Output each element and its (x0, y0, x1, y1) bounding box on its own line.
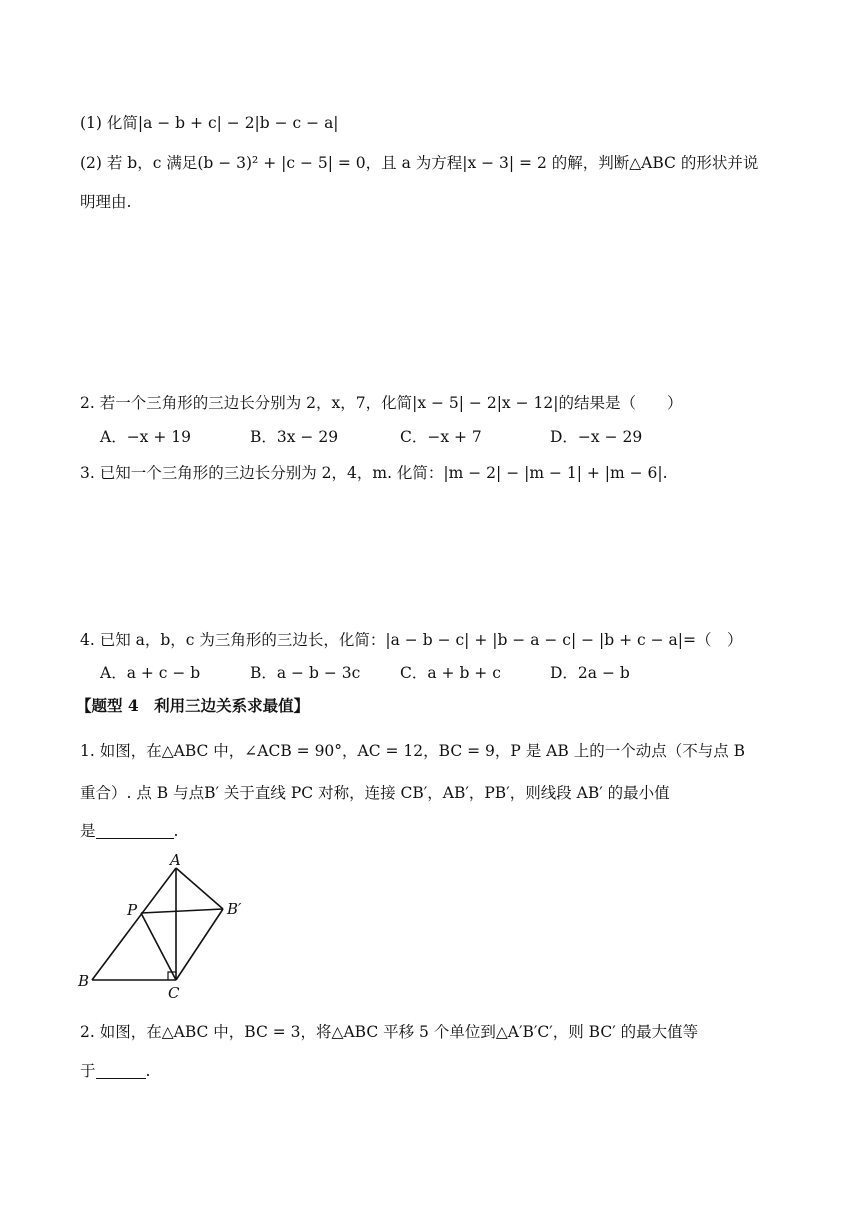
section-title: 【题型 4 利用三边关系求最值】 (76, 696, 310, 715)
label-p: P (127, 901, 138, 919)
p1-line1: 1. 如图，在△ABC 中，∠ACB = 90°，AC = 12，BC = 9，P 是 AB 上的一个动点（不与点 B (80, 742, 746, 760)
q2-option-a: A．−x + 19 (100, 428, 191, 446)
q4-option-c: C．a + b + c (400, 664, 501, 682)
segment-pc (141, 913, 176, 980)
q1-sub2-line2: 明理由. (80, 193, 132, 211)
q2-stem: 2. 若一个三角形的三边长分别为 2，x，7，化简|x − 5| − 2|x − 12|的结果是（ ） (80, 394, 683, 412)
p2-line2-end: . (145, 1062, 151, 1080)
p1-line3-end: . (173, 822, 179, 840)
p1-line2: 重合）. 点 B 与点B′ 关于直线 PC 对称，连接 CB′，AB′，PB′，则线段 AB′ 的最小值 (80, 784, 670, 802)
segment-ab (92, 868, 176, 980)
q1-sub1: (1) 化简|a − b + c| − 2|b − c − a| (80, 114, 339, 132)
q4-option-a: A．a + c − b (100, 664, 201, 682)
p2-line1: 2. 如图，在△ABC 中，BC = 3，将△ABC 平移 5 个单位到△A′B′C′，则 BC′ 的最大值等 (80, 1023, 699, 1041)
q2-option-b: B．3x − 29 (250, 428, 339, 446)
q4-option-b: B．a − b − 3c (250, 664, 361, 682)
q2-option-d: D．−x − 29 (550, 428, 643, 446)
p1-line3-text: 是 (80, 822, 96, 840)
segment-ab-prime (176, 868, 223, 909)
q1-sub2-line1: (2) 若 b，c 满足(b − 3)² + |c − 5| = 0，且 a 为方程|x − 3| = 2 的解，判断△ABC 的形状并说 (80, 154, 759, 172)
p2-line2 (80, 1060, 150, 1082)
label-b-prime: B′ (227, 900, 242, 918)
q2-option-c: C．−x + 7 (400, 428, 482, 446)
segment-cb-prime (176, 909, 223, 980)
q4-stem: 4. 已知 a，b，c 为三角形的三边长，化简：|a − b − c| + |b − a − c| − |b + c − a|=（ ） (80, 631, 743, 649)
q3-stem: 3. 已知一个三角形的三边长分别为 2，4，m. 化简：|m − 2| − |m − 1| + |m − 6|. (80, 464, 668, 482)
q4-option-d: D．2a − b (550, 664, 630, 682)
label-c: C (168, 984, 180, 1002)
p2-line2-text: 于 (80, 1062, 96, 1080)
label-a: A (170, 851, 181, 869)
p2-answer-blank[interactable] (96, 1062, 146, 1079)
segment-pb-prime (141, 909, 223, 913)
label-b: B (78, 972, 90, 990)
